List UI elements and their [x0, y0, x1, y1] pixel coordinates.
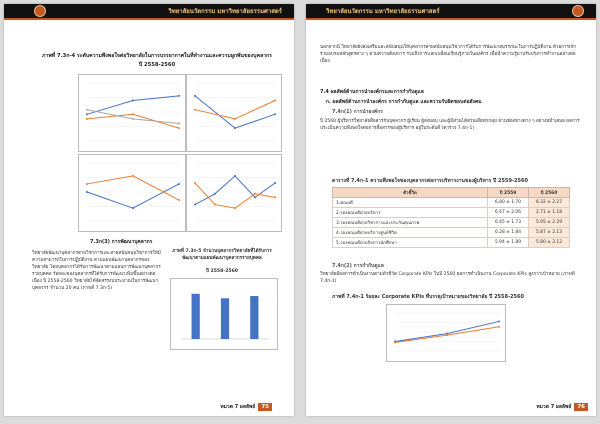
- table-cell: 6.28 ± 1.84: [488, 228, 529, 238]
- bar: [221, 298, 229, 339]
- table-cell: 5.95 ± 2.29: [529, 218, 570, 228]
- table-cell: 6.45 ± 1.73: [488, 218, 529, 228]
- table-cell: 5.80 ± 2.12: [529, 238, 570, 248]
- data-point: [234, 175, 236, 177]
- table-caption: ตารางที่ 7.4ก-1 ความพึงพอใจของบุคลากรต่อการบริหารงานของผู้บริหาร ปี 2559-2560: [332, 178, 528, 184]
- side-figure-caption: ภาพที่ 7.3ก-5 จำนวนบุคลากรวิทยาลัยที่ได้รับการพัฒนาตามแผนพัฒนาบุคลากรรายบุคคล: [172, 249, 272, 261]
- data-point: [132, 99, 134, 101]
- col-header: ปี 2560: [529, 188, 570, 198]
- table-cell: 5.94 ± 1.89: [488, 238, 529, 248]
- data-point: [132, 207, 134, 209]
- bar: [250, 296, 258, 339]
- table-row: [333, 208, 570, 218]
- kpi-table: [332, 187, 570, 248]
- line-chart-3: [78, 154, 186, 232]
- table-row: [333, 198, 570, 208]
- table-cell: 1.คณบดี: [333, 198, 488, 208]
- figure-caption: ภาพที่ 7.3ก-4 ระดับความพึงพอใจต่อวิทยาลัยในการบรรยากาศในที่ทำงานและความผูกพันของบุคลากร: [42, 53, 272, 59]
- data-point: [86, 183, 88, 185]
- page-header: [306, 4, 596, 20]
- series-line: [87, 96, 179, 114]
- section-heading: 7.4 ผลลัพธ์ด้านการนำองค์กรและการกำกับดูแล: [320, 89, 424, 95]
- subsection-heading: ก. ผลลัพธ์ด้านการนำองค์กร การกำกับดูแล และความรับผิดชอบต่อสังคม: [326, 99, 482, 105]
- table-cell: 5.รองคณบดีฝ่ายกิจการนักศึกษา: [333, 238, 488, 248]
- data-point: [178, 199, 180, 201]
- page-75: [4, 4, 294, 416]
- table-cell: 6.47 ± 2.06: [488, 208, 529, 218]
- data-point: [194, 204, 196, 206]
- data-point: [274, 182, 276, 184]
- header-title: วิทยาลัยนวัตกรรม มหาวิทยาลัยธรรมศาสตร์: [326, 8, 440, 15]
- data-point: [274, 99, 276, 101]
- table-cell: 2.71 ± 1.18: [529, 208, 570, 218]
- sub-item-heading: 7.4ก(1) การนำองค์กร: [332, 109, 383, 115]
- table-cell: 4.รองคณบดีฝ่ายบริการศูนย์ชีวิต: [333, 228, 488, 238]
- figure-caption-years: ปี 2558-2560: [138, 62, 176, 68]
- data-point: [86, 113, 88, 115]
- line-chart-2: [186, 74, 282, 152]
- data-point: [498, 320, 500, 322]
- data-point: [132, 113, 134, 115]
- data-point: [214, 204, 216, 206]
- header-title: วิทยาลัยนวัตกรรม มหาวิทยาลัยธรรมศาสตร์: [168, 8, 282, 15]
- data-point: [178, 183, 180, 185]
- side-figure-caption-years: ปี 2558-2560: [206, 269, 238, 274]
- data-point: [498, 326, 500, 328]
- data-point: [194, 109, 196, 111]
- data-point: [254, 193, 256, 195]
- footer-label: หมวด 7 ผลลัพธ์: [536, 403, 572, 410]
- table-cell: 5.87 ± 2.13: [529, 228, 570, 238]
- col-header: ปี 2559: [488, 188, 529, 198]
- page-number: 76: [574, 403, 588, 411]
- bar: [192, 294, 200, 339]
- data-point: [132, 118, 134, 120]
- body-text: วิทยาลัยพัฒนาบุคลากรสายวิชาการและสายสนับสนุนวิชาการให้มีความสามารถในการปฏิบัติงาน ตามแผนพัฒนาบุคลากรของวิทยาลัย โดยบุคลากรได้รับการพัฒนาตามแผนการพัฒนาบุคลากรรายบุคคล ร้อยละของบุคลากรที่ได้รับการพัฒนาเพิ่มขึ้นอย่างต่อเนื่อง ปี 2558-2560 วิทยาลัยได้จัดสรรงบประมาณในการพัฒนาบุคลากร จำนวน 20 คน (ภาพที่ 7.3ก-5): [32, 251, 161, 291]
- data-point: [274, 113, 276, 115]
- series-line: [87, 184, 179, 208]
- intro-text: นอกจากนี้ วิทยาลัยยังส่งเสริมและสนับสนุนให้บุคลากรสายสนับสนุนวิชาการได้รับการพัฒนาสมรรถนะในการปฏิบัติงาน ด้วยการเข้าร่วมอบรมหลักสูตรต่าง ๆ ตามความต้องการ รวมถึงการแลกเปลี่ยนเรียนรู้ภายในองค์กร เพื่อนำความรู้มาปรับปรุงการทำงานอย่างต่อเนื่อง: [320, 45, 577, 64]
- series-line: [195, 100, 275, 118]
- page-header: [4, 4, 294, 20]
- data-point: [86, 191, 88, 193]
- sub-item-heading-2: 7.4ก(2) การกำกับดูแล: [332, 263, 384, 269]
- college-logo-icon: [572, 5, 584, 17]
- data-point: [254, 196, 256, 198]
- data-point: [194, 182, 196, 184]
- body-text-2: วิทยาลัยมีผลการดำเนินงานตามตัวชี้วัด Corporate KPIs ในปี 2560 ผลการดำเนินงาน Corporate KPIs สูงกว่าเป้าหมาย (ภาพที่ 7.4ก-1): [320, 272, 575, 284]
- data-point: [234, 118, 236, 120]
- data-point: [86, 118, 88, 120]
- data-point: [86, 109, 88, 111]
- data-point: [178, 123, 180, 125]
- series-line: [195, 176, 275, 205]
- series-line: [195, 183, 275, 208]
- data-point: [194, 95, 196, 97]
- page-footer: [220, 396, 272, 410]
- footer-label: หมวด 7 ผลลัพธ์: [220, 403, 256, 410]
- table-row: [333, 238, 570, 248]
- body-text: ปี 2560 ผู้บริหารวิทยาลัยสื่อสารกับบุคลากร ผู้เรียน ผู้ส่งมอบ และผู้มีส่วนได้ส่วนเสียทุกกลุ่ม ผ่านช่องทางต่าง ๆ อย่างสม่ำเสมอ ผลการประเมินความพึงพอใจต่อการสื่อสารของผู้บริหาร อยู่ในระดับดี (ตาราง 7.4ก-1): [320, 119, 580, 131]
- table-cell: 6.32 ± 2.27: [529, 198, 570, 208]
- page-76: [306, 4, 596, 416]
- data-point: [132, 175, 134, 177]
- line-chart-1: [78, 74, 186, 152]
- data-point: [234, 207, 236, 209]
- table-cell: 2.รองคณบดีฝ่ายบริหาร: [333, 208, 488, 218]
- kpi-line-chart: [386, 304, 506, 362]
- table-cell: 6.80 ± 1.70: [488, 198, 529, 208]
- line-chart-4: [186, 154, 282, 232]
- data-point: [178, 127, 180, 129]
- data-point: [394, 342, 396, 344]
- table-header-row: [333, 188, 570, 198]
- table-row: [333, 218, 570, 228]
- table-cell: 3.รองคณบดีฝ่ายวิชาการและประกันคุณภาพ: [333, 218, 488, 228]
- series-line: [87, 114, 179, 128]
- page-footer: [536, 396, 588, 410]
- data-point: [274, 196, 276, 198]
- bar-chart: [170, 278, 278, 350]
- page-number: 75: [258, 403, 272, 411]
- data-point: [214, 193, 216, 195]
- col-header: ตัวชี้วัด: [333, 188, 488, 198]
- college-logo-icon: [34, 5, 46, 17]
- data-point: [234, 127, 236, 129]
- data-point: [446, 334, 448, 336]
- series-line: [395, 321, 499, 341]
- data-point: [178, 95, 180, 97]
- table-row: [333, 228, 570, 238]
- section-heading: 7.3ก(3) การพัฒนาบุคลากร: [90, 239, 153, 245]
- figure-caption: ภาพที่ 7.4ก-1 ร้อยละ Corporate KPIs ที่บรรลุเป้าหมายของวิทยาลัย ปี 2558-2560: [332, 294, 524, 300]
